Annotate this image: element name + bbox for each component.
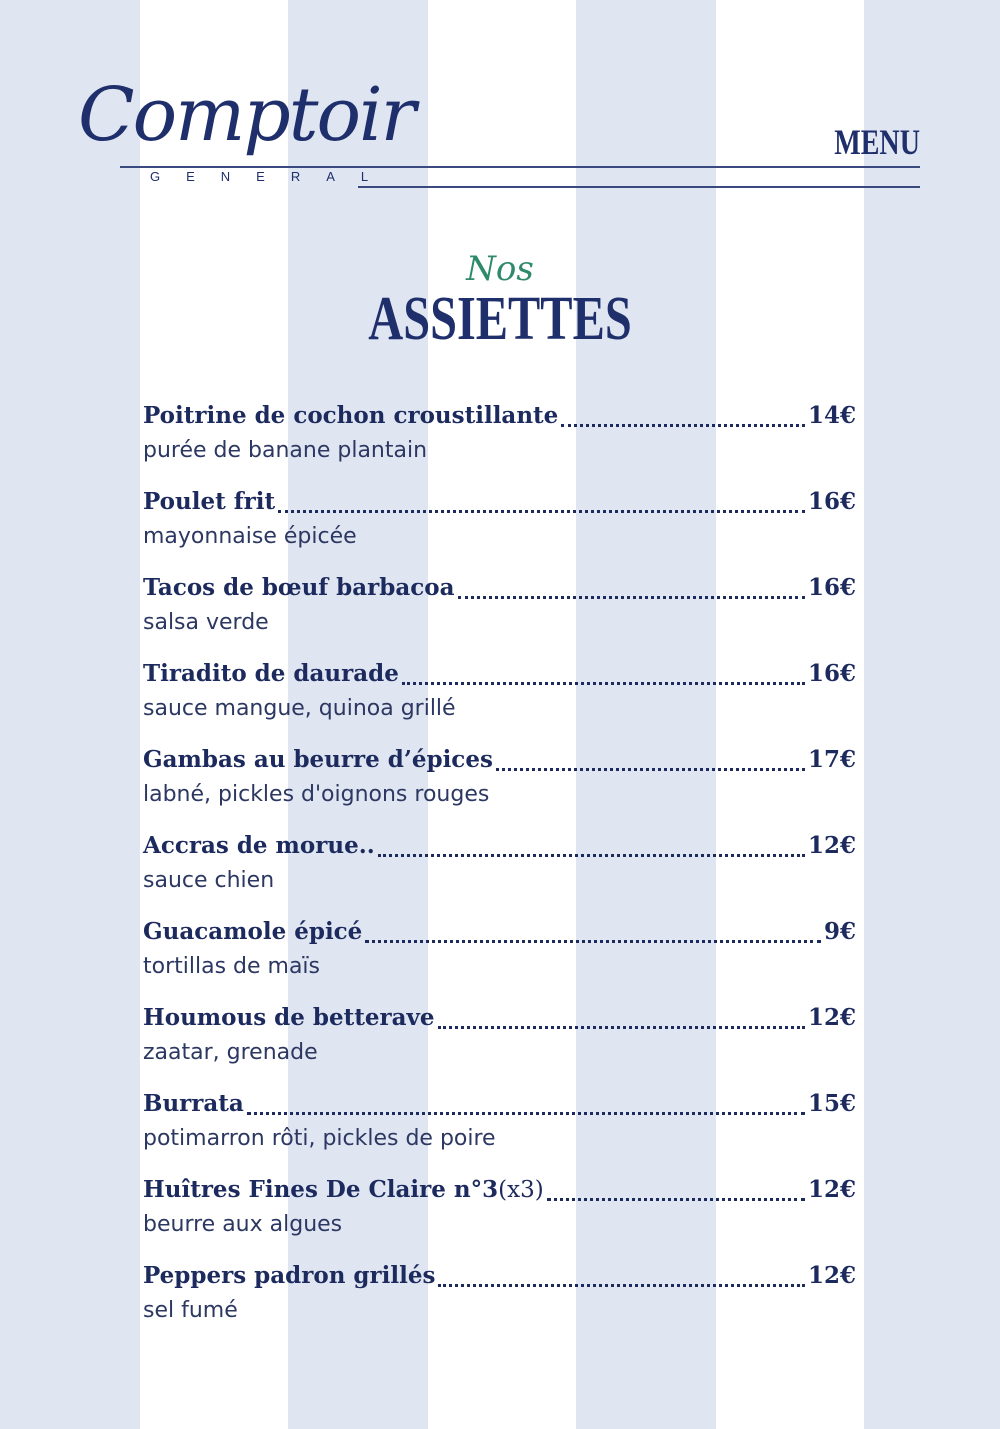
dot-leader: [438, 1262, 805, 1287]
menu-item-name: Houmous de betterave: [143, 1004, 435, 1031]
menu-item-description: purée de banane plantain: [143, 438, 428, 463]
menu-item-description: salsa verde: [143, 610, 269, 635]
menu-item-row: [143, 918, 856, 952]
dot-leader: [496, 746, 805, 771]
dot-leader: [378, 832, 805, 857]
menu-item-name: Accras de morue..: [143, 832, 375, 859]
menu-item-row: [143, 832, 856, 866]
menu-item-row: [143, 1090, 856, 1124]
dot-leader: [547, 1176, 805, 1201]
dot-leader: [365, 918, 821, 943]
menu-item-description: sauce mangue, quinoa grillé: [143, 696, 456, 721]
menu-item-price: 16€: [807, 574, 856, 601]
menu-item-price: 14€: [807, 402, 856, 429]
menu-item-name: Guacamole épicé: [143, 918, 363, 945]
menu-item: [143, 660, 856, 746]
menu-item-description: sauce chien: [143, 868, 275, 893]
menu-item: [143, 1176, 856, 1262]
menu-item-description: labné, pickles d'oignons rouges: [143, 782, 490, 807]
dot-leader: [458, 574, 805, 599]
menu-label: MENU: [834, 122, 920, 162]
dot-leader: [438, 1004, 805, 1029]
menu-item-row: [143, 1262, 856, 1296]
menu-item-name: Tacos de bœuf barbacoa: [143, 574, 455, 601]
menu-item-row: [143, 574, 856, 608]
section-title-script: Nos: [466, 249, 534, 289]
menu-item: [143, 918, 856, 1004]
menu-item-description: mayonnaise épicée: [143, 524, 357, 549]
menu-item-name: Tiradito de daurade: [143, 660, 399, 687]
menu-item-description: zaatar, grenade: [143, 1040, 318, 1065]
menu-item-qualifier: (x3): [498, 1177, 544, 1203]
menu-item-name: Burrata: [143, 1090, 244, 1117]
menu-item-name: Poitrine de cochon croustillante: [143, 402, 559, 429]
menu-item-name: Huîtres Fines De Claire n°3: [143, 1176, 499, 1203]
menu-item-row: [143, 1176, 856, 1210]
menu-item-name: Poulet frit: [143, 488, 276, 515]
menu-item: [143, 574, 856, 660]
menu-item-name: Gambas au beurre d’épices: [143, 746, 493, 773]
menu-item-name: Peppers padron grillés: [143, 1262, 436, 1289]
menu-item-price: 9€: [823, 918, 856, 945]
menu-item: [143, 1090, 856, 1176]
menu-item: [143, 746, 856, 832]
menu-item: [143, 832, 856, 918]
menu-item-price: 15€: [807, 1090, 856, 1117]
menu-item: [143, 488, 856, 574]
dot-leader: [561, 402, 805, 427]
menu-item-row: [143, 402, 856, 436]
header-divider-top: [120, 166, 920, 168]
menu-item-price: 17€: [807, 746, 856, 773]
menu-item-price: 12€: [807, 1262, 856, 1289]
dot-leader: [247, 1090, 805, 1115]
menu-item-description: potimarron rôti, pickles de poire: [143, 1126, 496, 1151]
menu-item-price: 16€: [807, 660, 856, 687]
menu-item: [143, 1004, 856, 1090]
menu-item: [143, 1262, 856, 1348]
menu-item-row: [143, 488, 856, 522]
menu-item-price: 12€: [807, 1004, 856, 1031]
dot-leader: [402, 660, 805, 685]
logo-script: Comptoir: [78, 72, 415, 158]
menu-item-description: tortillas de maïs: [143, 954, 321, 979]
dot-leader: [278, 488, 805, 513]
menu-item-price: 12€: [807, 1176, 856, 1203]
menu-item-description: beurre aux algues: [143, 1212, 343, 1237]
header-divider-bottom: [358, 186, 920, 188]
section-title: ASSIETTES: [368, 285, 632, 353]
menu-item-row: [143, 660, 856, 694]
menu-item-description: sel fumé: [143, 1298, 238, 1323]
menu-item-row: [143, 1004, 856, 1038]
menu-item-row: [143, 746, 856, 780]
menu-item: [143, 402, 856, 488]
logo-subtitle: GENERAL: [150, 169, 395, 184]
menu-item-price: 16€: [807, 488, 856, 515]
logo: [72, 70, 415, 200]
menu-item-price: 12€: [807, 832, 856, 859]
menu-items-list: [143, 402, 856, 1348]
